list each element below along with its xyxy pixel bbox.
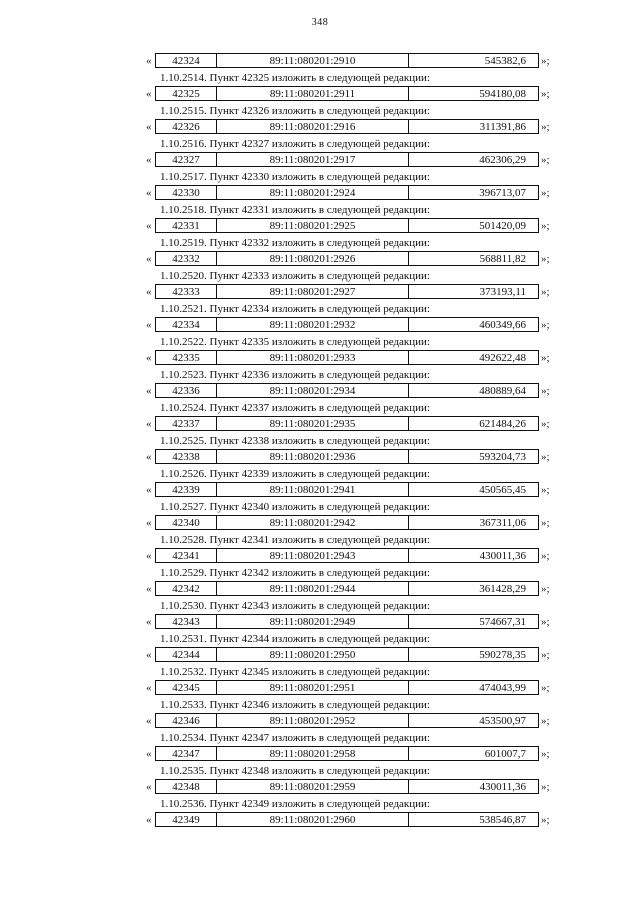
cell-cadastral-number: 89:11:080201:2924 [217,186,409,199]
cell-value: 430011,36 [479,550,526,562]
quote-close: »; [541,616,550,628]
amendment-paragraph: 1.10.2536. Пункт 42349 изложить в следующей редакции: [160,797,430,810]
amendment-paragraph: 1.10.2527. Пункт 42340 изложить в следующей редакции: [160,500,430,513]
quote-open: « [146,286,152,298]
amendment-paragraph: 1.10.2518. Пункт 42331 изложить в следующей редакции: [160,203,430,216]
cell-value: 501420,09 [479,220,526,232]
quote-close: »; [541,88,550,100]
table-row [0,152,640,169]
amendment-paragraph: 1.10.2531. Пункт 42344 изложить в следующей редакции: [160,632,430,645]
cell-value: 621484,26 [479,418,526,430]
quote-close: »; [541,451,550,463]
cell-value: 460349,66 [479,319,526,331]
amendment-paragraph: 1.10.2530. Пункт 42343 изложить в следующей редакции: [160,599,430,612]
table-row [0,284,640,301]
cell-value: 594180,08 [479,88,526,100]
cell-item-number: 42349 [156,813,217,826]
quote-close: »; [541,352,550,364]
quote-open: « [146,517,152,529]
amendment-paragraph: 1.10.2516. Пункт 42327 изложить в следующей редакции: [160,137,430,150]
amendment-paragraph: 1.10.2523. Пункт 42336 изложить в следующей редакции: [160,368,430,381]
cell-item-number: 42325 [156,87,217,100]
quote-close: »; [541,649,550,661]
record-table [155,647,539,662]
document-body [0,53,640,829]
record-table [155,350,539,365]
cell-cadastral-number: 89:11:080201:2934 [217,384,409,397]
amendment-paragraph: 1.10.2515. Пункт 42326 изложить в следующей редакции: [160,104,430,117]
cell-cadastral-number: 89:11:080201:2910 [217,54,409,67]
amendment-paragraph: 1.10.2520. Пункт 42333 изложить в следующей редакции: [160,269,430,282]
cell-cadastral-number: 89:11:080201:2916 [217,120,409,133]
table-row [0,119,640,136]
quote-open: « [146,88,152,100]
cell-value: 462306,29 [479,154,526,166]
cell-cadastral-number: 89:11:080201:2942 [217,516,409,529]
record-table [155,713,539,728]
cell-item-number: 42331 [156,219,217,232]
amendment-paragraph: 1.10.2535. Пункт 42348 изложить в следующей редакции: [160,764,430,777]
quote-close: »; [541,154,550,166]
quote-open: « [146,451,152,463]
cell-value: 492622,48 [479,352,526,364]
cell-cadastral-number: 89:11:080201:2958 [217,747,409,760]
amendment-paragraph: 1.10.2526. Пункт 42339 изложить в следующей редакции: [160,467,430,480]
record-table [155,251,539,266]
page-number: 348 [311,17,329,28]
quote-close: »; [541,253,550,265]
cell-item-number: 42341 [156,549,217,562]
cell-value: 474043,99 [479,682,526,694]
amendment-paragraph: 1.10.2532. Пункт 42345 изложить в следующей редакции: [160,665,430,678]
record-table [155,185,539,200]
record-table [155,581,539,596]
amendment-paragraph: 1.10.2522. Пункт 42335 изложить в следующей редакции: [160,335,430,348]
cell-cadastral-number: 89:11:080201:2911 [217,87,409,100]
cell-value: 601007,7 [484,748,526,760]
quote-open: « [146,715,152,727]
record-table [155,218,539,233]
cell-item-number: 42335 [156,351,217,364]
amendment-paragraph: 1.10.2517. Пункт 42330 изложить в следующей редакции: [160,170,430,183]
quote-open: « [146,121,152,133]
quote-open: « [146,682,152,694]
cell-cadastral-number: 89:11:080201:2917 [217,153,409,166]
table-row [0,614,640,631]
cell-cadastral-number: 89:11:080201:2935 [217,417,409,430]
table-row [0,218,640,235]
cell-value: 568811,82 [479,253,526,265]
amendment-paragraph: 1.10.2528. Пункт 42341 изложить в следующей редакции: [160,533,430,546]
cell-item-number: 42346 [156,714,217,727]
quote-open: « [146,319,152,331]
quote-open: « [146,385,152,397]
cell-cadastral-number: 89:11:080201:2936 [217,450,409,463]
cell-cadastral-number: 89:11:080201:2949 [217,615,409,628]
record-table [155,119,539,134]
table-row [0,53,640,70]
amendment-paragraph: 1.10.2519. Пункт 42332 изложить в следующей редакции: [160,236,430,249]
record-table [155,515,539,530]
cell-value: 590278,35 [479,649,526,661]
quote-open: « [146,748,152,760]
record-table [155,317,539,332]
record-table [155,86,539,101]
table-row [0,350,640,367]
cell-item-number: 42348 [156,780,217,793]
table-row [0,449,640,466]
cell-item-number: 42336 [156,384,217,397]
cell-value: 361428,29 [479,583,526,595]
table-row [0,317,640,334]
cell-item-number: 42332 [156,252,217,265]
record-table [155,812,539,827]
quote-close: »; [541,814,550,826]
amendment-paragraph: 1.10.2529. Пункт 42342 изложить в следующей редакции: [160,566,430,579]
record-table [155,416,539,431]
cell-item-number: 42343 [156,615,217,628]
cell-item-number: 42339 [156,483,217,496]
cell-item-number: 42338 [156,450,217,463]
cell-value: 480889,64 [479,385,526,397]
amendment-paragraph: 1.10.2514. Пункт 42325 изложить в следующей редакции: [160,71,430,84]
cell-value: 545382,6 [484,55,526,67]
table-row [0,746,640,763]
quote-open: « [146,55,152,67]
quote-open: « [146,484,152,496]
cell-value: 574667,31 [479,616,526,628]
table-row [0,680,640,697]
table-row [0,482,640,499]
cell-cadastral-number: 89:11:080201:2952 [217,714,409,727]
quote-close: »; [541,682,550,694]
record-table [155,383,539,398]
record-table [155,284,539,299]
record-table [155,779,539,794]
record-table [155,53,539,68]
cell-value: 311391,86 [479,121,526,133]
cell-value: 430011,36 [479,781,526,793]
quote-close: »; [541,781,550,793]
quote-open: « [146,418,152,430]
amendment-paragraph: 1.10.2533. Пункт 42346 изложить в следующей редакции: [160,698,430,711]
amendment-paragraph: 1.10.2525. Пункт 42338 изложить в следующей редакции: [160,434,430,447]
amendment-paragraph: 1.10.2534. Пункт 42347 изложить в следующей редакции: [160,731,430,744]
quote-open: « [146,616,152,628]
quote-open: « [146,154,152,166]
cell-value: 373193,11 [479,286,526,298]
cell-cadastral-number: 89:11:080201:2943 [217,549,409,562]
cell-item-number: 42330 [156,186,217,199]
record-table [155,449,539,464]
cell-cadastral-number: 89:11:080201:2944 [217,582,409,595]
table-row [0,251,640,268]
quote-open: « [146,352,152,364]
cell-value: 593204,73 [479,451,526,463]
record-table [155,152,539,167]
quote-open: « [146,187,152,199]
cell-item-number: 42342 [156,582,217,595]
table-row [0,416,640,433]
quote-close: »; [541,319,550,331]
quote-close: »; [541,55,550,67]
record-table [155,680,539,695]
quote-close: »; [541,517,550,529]
cell-cadastral-number: 89:11:080201:2951 [217,681,409,694]
cell-value: 450565,45 [479,484,526,496]
table-row [0,548,640,565]
amendment-paragraph: 1.10.2524. Пункт 42337 изложить в следующей редакции: [160,401,430,414]
table-row [0,779,640,796]
quote-open: « [146,220,152,232]
cell-cadastral-number: 89:11:080201:2927 [217,285,409,298]
cell-value: 538546,87 [479,814,526,826]
quote-close: »; [541,187,550,199]
quote-close: »; [541,286,550,298]
quote-close: »; [541,748,550,760]
cell-cadastral-number: 89:11:080201:2959 [217,780,409,793]
cell-item-number: 42333 [156,285,217,298]
table-row [0,86,640,103]
record-table [155,482,539,497]
cell-item-number: 42344 [156,648,217,661]
quote-close: »; [541,385,550,397]
quote-open: « [146,781,152,793]
record-table [155,746,539,761]
quote-close: »; [541,583,550,595]
quote-open: « [146,814,152,826]
cell-item-number: 42326 [156,120,217,133]
quote-open: « [146,550,152,562]
cell-cadastral-number: 89:11:080201:2926 [217,252,409,265]
quote-close: »; [541,121,550,133]
cell-value: 367311,06 [479,517,526,529]
cell-cadastral-number: 89:11:080201:2941 [217,483,409,496]
cell-item-number: 42345 [156,681,217,694]
table-row [0,185,640,202]
cell-item-number: 42347 [156,747,217,760]
cell-item-number: 42340 [156,516,217,529]
quote-close: »; [541,550,550,562]
table-row [0,812,640,829]
table-row [0,515,640,532]
quote-close: »; [541,418,550,430]
amendment-paragraph: 1.10.2521. Пункт 42334 изложить в следующей редакции: [160,302,430,315]
quote-open: « [146,253,152,265]
table-row [0,713,640,730]
quote-close: »; [541,220,550,232]
cell-cadastral-number: 89:11:080201:2925 [217,219,409,232]
table-row [0,647,640,664]
cell-value: 453500,97 [479,715,526,727]
cell-cadastral-number: 89:11:080201:2960 [217,813,409,826]
cell-item-number: 42327 [156,153,217,166]
cell-value: 396713,07 [479,187,526,199]
quote-close: »; [541,715,550,727]
record-table [155,548,539,563]
table-row [0,383,640,400]
table-row [0,581,640,598]
record-table [155,614,539,629]
cell-item-number: 42324 [156,54,217,67]
cell-cadastral-number: 89:11:080201:2933 [217,351,409,364]
quote-open: « [146,583,152,595]
cell-cadastral-number: 89:11:080201:2950 [217,648,409,661]
cell-item-number: 42334 [156,318,217,331]
cell-cadastral-number: 89:11:080201:2932 [217,318,409,331]
quote-open: « [146,649,152,661]
cell-item-number: 42337 [156,417,217,430]
quote-close: »; [541,484,550,496]
